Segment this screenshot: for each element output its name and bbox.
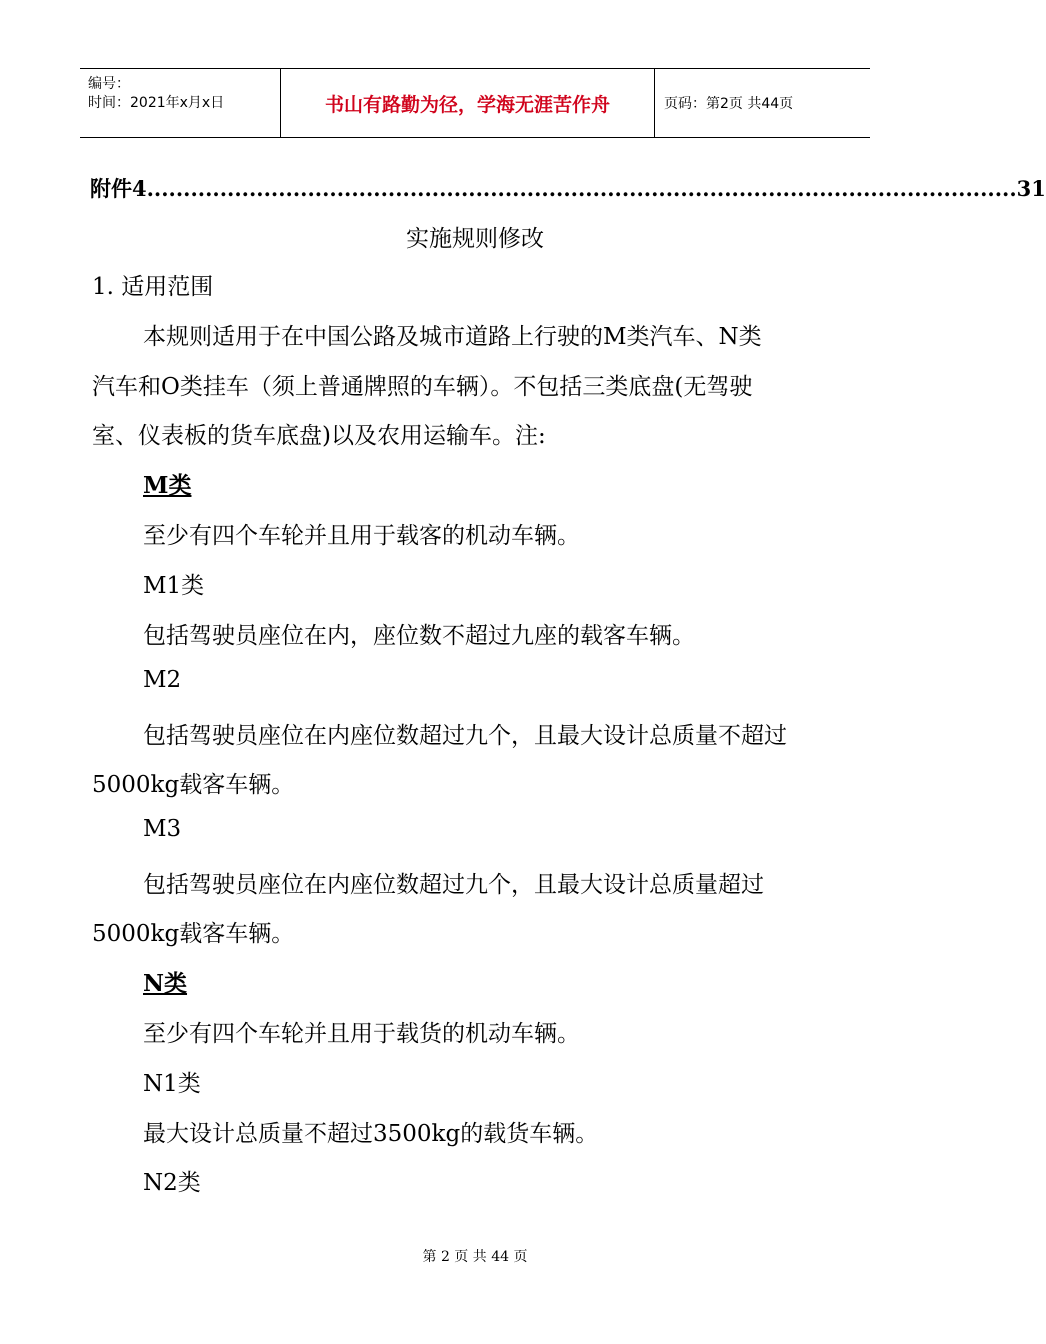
m3-desc: 包括驾驶员座位在内座位数超过九个，且最大设计总质量超过 xyxy=(143,872,764,898)
m2-title: M2 xyxy=(143,667,182,693)
intro-line: 室、仪表板的货车底盘)以及农用运输车。注: xyxy=(92,423,546,449)
m2-desc: 5000kg载客车辆。 xyxy=(92,772,295,798)
page-footer: 第 2 页 共 44 页 xyxy=(422,1249,528,1265)
page-header xyxy=(80,68,870,138)
n-class-desc: 至少有四个车轮并且用于载货的机动车辆。 xyxy=(143,1021,580,1047)
intro-line: 本规则适用于在中国公路及城市道路上行驶的M类汽车、N类 xyxy=(143,324,762,350)
m1-desc: 包括驾驶员座位在内，座位数不超过九座的载客车辆。 xyxy=(143,623,695,649)
m-class-title: M类 xyxy=(143,472,192,499)
header-meta xyxy=(80,69,280,137)
m3-desc: 5000kg载客车辆。 xyxy=(92,921,295,947)
toc-label: 附件4 xyxy=(90,176,147,201)
time-label: 时间：2021年x月x日 xyxy=(88,95,225,111)
section-title: 实施规则修改 xyxy=(406,226,544,252)
toc-dots: ....................................................................................................................... xyxy=(146,176,1017,201)
header-motto: 书山有路勤为径，学海无涯苦作舟 xyxy=(324,93,610,116)
heading-scope: 1. 适用范围 xyxy=(92,274,214,300)
n1-title: N1类 xyxy=(143,1071,201,1097)
toc-page: 31 xyxy=(1016,176,1046,201)
intro-line: 汽车和O类挂车（须上普通牌照的车辆）。不包括三类底盘(无驾驶 xyxy=(92,374,753,400)
n2-title: N2类 xyxy=(143,1170,201,1196)
n-class-title: N类 xyxy=(143,970,188,997)
m2-desc: 包括驾驶员座位在内座位数超过九个，且最大设计总质量不超过 xyxy=(143,723,787,749)
m-class-desc: 至少有四个车轮并且用于载客的机动车辆。 xyxy=(143,523,580,549)
n1-desc: 最大设计总质量不超过3500kg的载货车辆。 xyxy=(143,1121,599,1147)
m1-title: M1类 xyxy=(143,573,205,599)
m3-title: M3 xyxy=(143,816,182,842)
header-page-info: 页码：第2页 共44页 xyxy=(664,96,794,112)
number-label: 编号： xyxy=(88,76,130,92)
toc-entry[interactable] xyxy=(90,173,1046,203)
header-divider xyxy=(654,69,655,137)
